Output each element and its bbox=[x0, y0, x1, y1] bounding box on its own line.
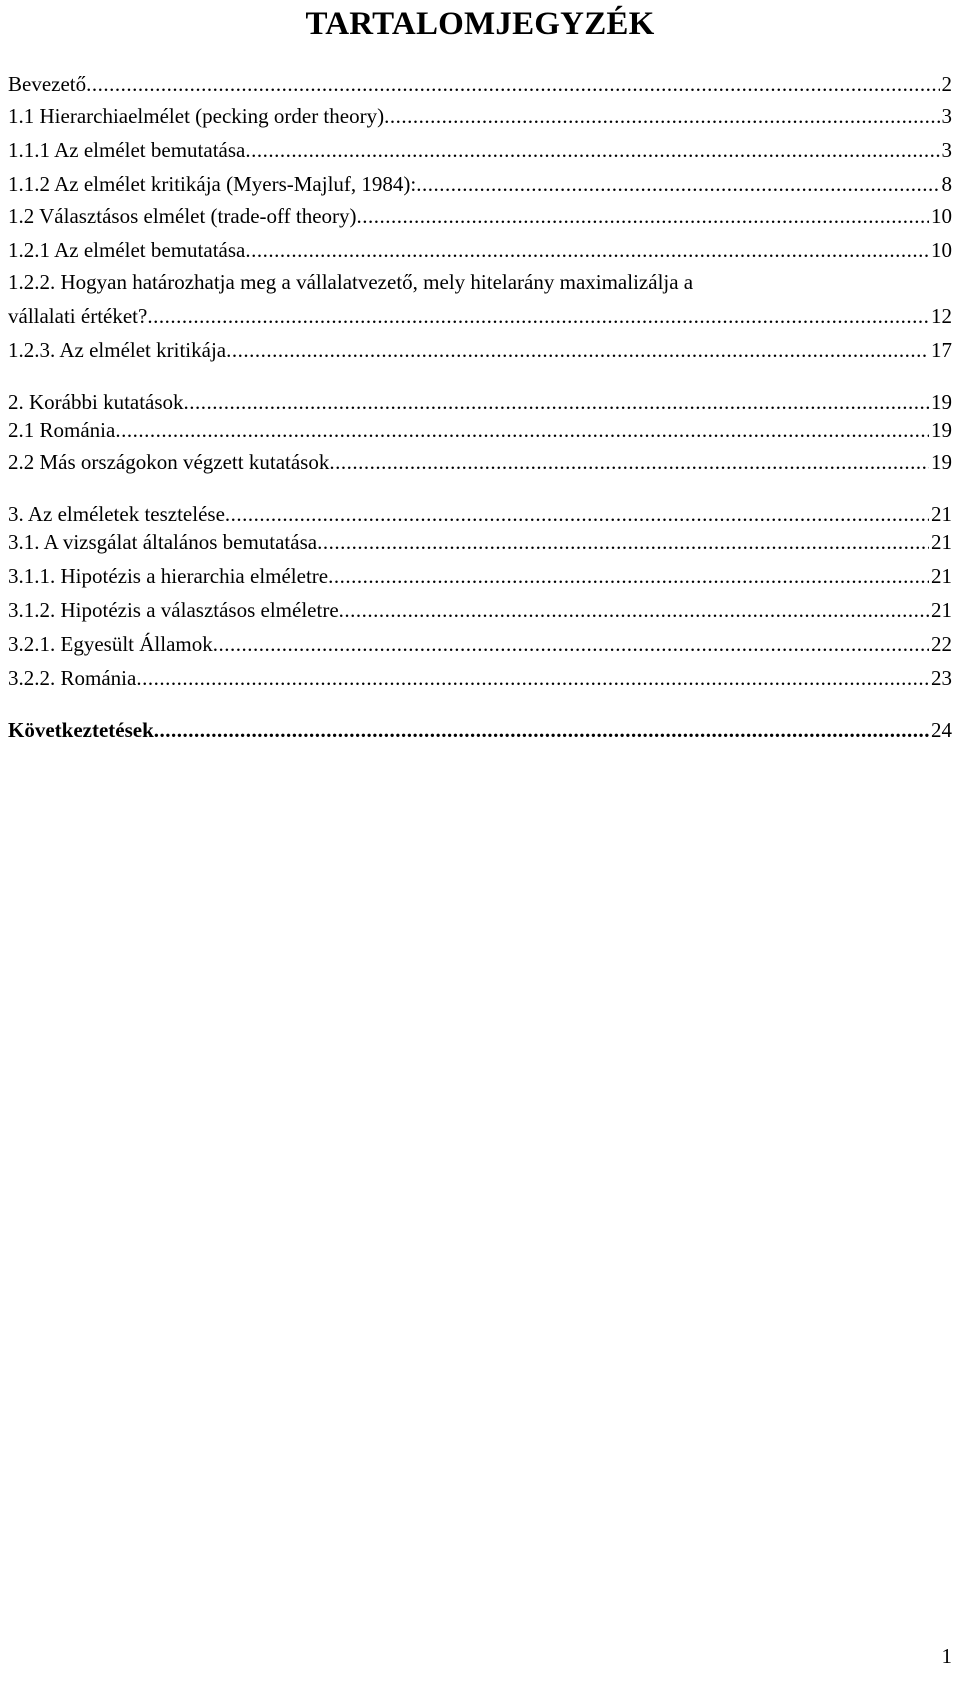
toc-entry-1-2-2-first-line[interactable]: 1.2.2. Hogyan határozhatja meg a vállalatvezető, mely hitelarány maximalizálja a bbox=[8, 270, 694, 294]
toc-entry-2-1[interactable] bbox=[8, 414, 952, 446]
dot-leader bbox=[317, 526, 929, 558]
toc-entry-page: 2 bbox=[941, 72, 952, 96]
dot-leader bbox=[357, 200, 929, 232]
toc-entry-3-1-1[interactable] bbox=[8, 560, 952, 592]
toc-entry-label: 1.1.1 Az elmélet bemutatása bbox=[8, 138, 246, 162]
toc-entry-page: 24 bbox=[931, 718, 952, 742]
toc-entry-1-2-2[interactable] bbox=[8, 300, 952, 332]
toc-entry-introduction[interactable] bbox=[8, 68, 952, 100]
toc-entry-1-1-1[interactable] bbox=[8, 134, 952, 166]
toc-entry-1-1[interactable] bbox=[8, 100, 952, 132]
dot-leader bbox=[136, 662, 929, 694]
toc-entry-3-2-2[interactable] bbox=[8, 662, 952, 694]
toc-entry-label: 2. Korábbi kutatások bbox=[8, 390, 184, 414]
dot-leader bbox=[329, 446, 929, 478]
dot-leader bbox=[245, 234, 929, 266]
dot-leader bbox=[86, 68, 939, 100]
dot-leader bbox=[213, 628, 929, 660]
toc-entry-label: 1.2.3. Az elmélet kritikája bbox=[8, 338, 227, 362]
toc-entry-label: 3.1.2. Hipotézis a választásos elméletre bbox=[8, 598, 339, 622]
dot-leader bbox=[416, 168, 939, 200]
dot-leader bbox=[147, 300, 929, 332]
toc-entry-page: 19 bbox=[931, 450, 952, 474]
dot-leader bbox=[384, 100, 939, 132]
toc-entry-page: 21 bbox=[931, 502, 952, 526]
toc-entry-page: 3 bbox=[941, 138, 952, 162]
toc-entry-label: 1.2 Választásos elmélet (trade-off theory) bbox=[8, 204, 357, 228]
toc-entry-page: 19 bbox=[931, 390, 952, 414]
toc-entry-label: 2.1 Románia bbox=[8, 418, 116, 442]
dot-leader bbox=[245, 134, 939, 166]
toc-entry-label: 1.1 Hierarchiaelmélet (pecking order theory) bbox=[8, 104, 385, 128]
dot-leader bbox=[339, 594, 929, 626]
toc-entry-label: 3.2.1. Egyesült Államok bbox=[8, 632, 213, 656]
toc-entry-page: 3 bbox=[941, 104, 952, 128]
toc-title: TARTALOMJEGYZÉK bbox=[305, 6, 655, 42]
toc-entry-label: Következtetések bbox=[8, 718, 154, 742]
toc-entry-3-2-1[interactable] bbox=[8, 628, 952, 660]
toc-entry-label: 3.2.2. Románia bbox=[8, 666, 137, 690]
toc-entry-page: 17 bbox=[931, 338, 952, 362]
toc-entry-page: 21 bbox=[931, 598, 952, 622]
toc-entry-label: 3. Az elméletek tesztelése bbox=[8, 502, 225, 526]
toc-entry-label: 3.1. A vizsgálat általános bemutatása bbox=[8, 530, 318, 554]
toc-entry-page: 21 bbox=[931, 564, 952, 588]
toc-entry-page: 12 bbox=[931, 304, 952, 328]
toc-entry-label: vállalati értéket? bbox=[8, 304, 148, 328]
toc-entry-3-1-2[interactable] bbox=[8, 594, 952, 626]
toc-entry-page: 23 bbox=[931, 666, 952, 690]
toc-entry-1-2-1[interactable] bbox=[8, 234, 952, 266]
toc-entry-label: 2.2 Más országokon végzett kutatások bbox=[8, 450, 330, 474]
toc-entry-page: 22 bbox=[931, 632, 952, 656]
toc-entry-2-2[interactable] bbox=[8, 446, 952, 478]
toc-entry-page: 8 bbox=[941, 172, 952, 196]
toc-entry-1-2-3[interactable] bbox=[8, 334, 952, 366]
dot-leader bbox=[154, 714, 929, 746]
toc-entry-3-1[interactable] bbox=[8, 526, 952, 558]
toc-entry-page: 21 bbox=[931, 530, 952, 554]
dot-leader bbox=[115, 414, 929, 446]
toc-entry-1-1-2[interactable] bbox=[8, 168, 952, 200]
page-number: 1 bbox=[941, 1644, 952, 1668]
toc-entry-label: 1.1.2 Az elmélet kritikája (Myers-Majluf, 1984): bbox=[8, 172, 417, 196]
toc-entry-page: 10 bbox=[931, 204, 952, 228]
dot-leader bbox=[226, 334, 929, 366]
toc-entry-label: 1.2.1 Az elmélet bemutatása bbox=[8, 238, 246, 262]
toc-entry-label: Bevezető bbox=[8, 72, 87, 96]
toc-entry-1-2[interactable] bbox=[8, 200, 952, 232]
toc-entry-conclusions[interactable] bbox=[8, 714, 952, 746]
toc-entry-label: 3.1.1. Hipotézis a hierarchia elméletre bbox=[8, 564, 329, 588]
dot-leader bbox=[328, 560, 929, 592]
toc-entry-page: 10 bbox=[931, 238, 952, 262]
toc-entry-page: 19 bbox=[931, 418, 952, 442]
